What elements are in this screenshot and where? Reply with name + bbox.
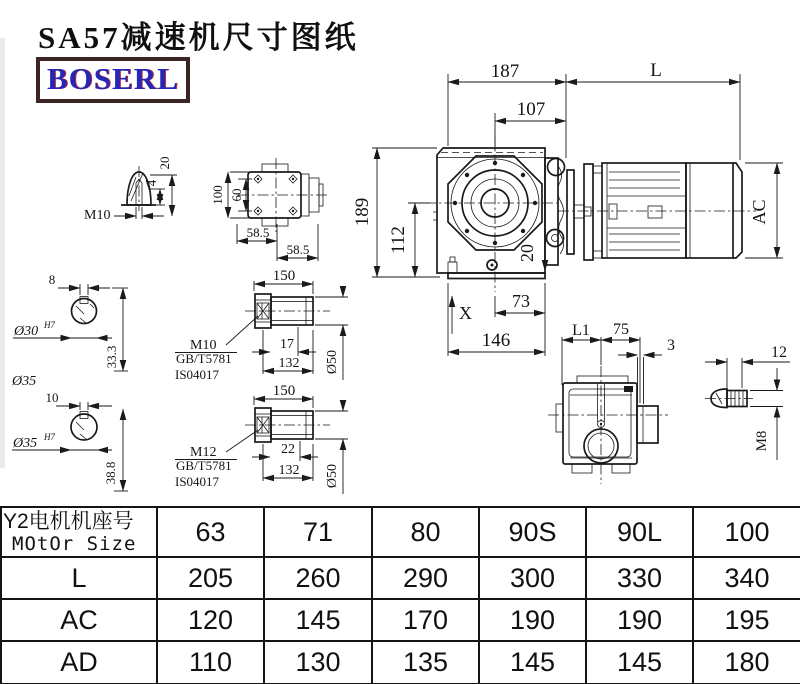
dim-m10: M10 bbox=[84, 208, 111, 223]
dim-150: 150 bbox=[272, 268, 296, 284]
dim-key-10: 10 bbox=[45, 390, 59, 405]
dim-132-b: 132 bbox=[278, 463, 300, 478]
dim-L: L bbox=[650, 60, 662, 81]
scan-artifact bbox=[0, 38, 5, 468]
header-label-en: MOtOr Size bbox=[12, 532, 137, 555]
dim-22: 22 bbox=[281, 442, 295, 457]
view-motor-end bbox=[548, 321, 675, 484]
view-main-assembly bbox=[352, 60, 783, 356]
table-cell: 135 bbox=[372, 641, 479, 684]
label-shaft2-thread: M12 bbox=[190, 445, 217, 460]
label-bore-30: Ø30 bbox=[14, 324, 39, 339]
view-gearbox-top bbox=[210, 158, 330, 261]
table-col-63: 63 bbox=[157, 507, 264, 557]
table-cell: 195 bbox=[693, 599, 800, 641]
dim-3: 3 bbox=[667, 337, 675, 354]
dim-132: 132 bbox=[278, 356, 300, 371]
brand-logo-text: BOSERL bbox=[47, 61, 179, 96]
brand-logo bbox=[36, 57, 190, 103]
table-cell: 330 bbox=[586, 557, 693, 599]
label-shaft1-thread: M10 bbox=[190, 338, 217, 353]
dim-dia-50-a: Ø50 bbox=[325, 349, 340, 375]
dim-20-plug: 20 bbox=[517, 244, 537, 262]
view-eyebolt-detail bbox=[705, 344, 790, 460]
view-bore-section-35 bbox=[12, 390, 128, 491]
dim-150-b: 150 bbox=[272, 383, 296, 399]
table-header-motor-size bbox=[1, 507, 157, 557]
row-label-L: L bbox=[1, 557, 157, 599]
label-bore-35: Ø35 bbox=[13, 436, 38, 451]
table-col-71: 71 bbox=[264, 507, 372, 557]
table-cell: 110 bbox=[157, 641, 264, 684]
table-cell: 145 bbox=[586, 641, 693, 684]
view-hollow-shaft-m10 bbox=[175, 268, 348, 382]
table-row-AD bbox=[1, 641, 800, 684]
table-col-90l: 90L bbox=[586, 507, 693, 557]
dim-75: 75 bbox=[613, 321, 629, 338]
row-label-AC: AC bbox=[1, 599, 157, 641]
table-cell: 190 bbox=[586, 599, 693, 641]
dim-12: 12 bbox=[771, 344, 787, 361]
drain-bolt bbox=[448, 257, 457, 273]
dim-4: 4 bbox=[144, 179, 159, 187]
page-title: SA57减速机尺寸图纸 bbox=[38, 20, 359, 55]
label-shaft2-std1: GB/T5781 bbox=[176, 458, 232, 473]
label-bore-30-tol: H7 bbox=[44, 320, 55, 330]
table-row-AC bbox=[1, 599, 800, 641]
dim-L1: L1 bbox=[572, 322, 590, 339]
label-shaft2-std2: IS04017 bbox=[175, 474, 220, 489]
dim-73: 73 bbox=[512, 291, 530, 311]
table-cell: 145 bbox=[479, 641, 586, 684]
table-cell: 190 bbox=[479, 599, 586, 641]
motor-size-table bbox=[0, 506, 800, 684]
dim-60: 60 bbox=[229, 188, 244, 202]
dim-38-8: 38.8 bbox=[103, 461, 118, 485]
dim-100: 100 bbox=[210, 185, 225, 205]
motor-body bbox=[558, 163, 756, 258]
table-cell: 260 bbox=[264, 557, 372, 599]
dim-112: 112 bbox=[388, 226, 409, 254]
dim-58-5-a: 58.5 bbox=[246, 225, 270, 240]
table-row-L bbox=[1, 557, 800, 599]
header-label-cn: Y2电机机座号 bbox=[3, 509, 134, 533]
table-cell: 145 bbox=[264, 599, 372, 641]
dim-AC: AC bbox=[749, 199, 769, 225]
dim-17: 17 bbox=[280, 337, 294, 352]
dim-107: 107 bbox=[516, 99, 546, 120]
dim-dia-50-b: Ø50 bbox=[325, 463, 340, 489]
dim-33-3: 33.3 bbox=[104, 345, 119, 369]
table-cell: 300 bbox=[479, 557, 586, 599]
dim-M8: M8 bbox=[754, 430, 770, 452]
dim-146: 146 bbox=[481, 330, 511, 351]
view-hollow-shaft-m12 bbox=[175, 383, 348, 494]
label-outer-35: Ø35 bbox=[12, 374, 37, 389]
dim-key-8: 8 bbox=[48, 272, 56, 287]
adapter-bell-housing bbox=[545, 158, 602, 265]
table-row-header bbox=[1, 507, 800, 557]
dim-20: 20 bbox=[157, 156, 172, 170]
label-shaft1-std1: GB/T5781 bbox=[176, 351, 232, 366]
table-cell: 130 bbox=[264, 641, 372, 684]
label-shaft1-std2: IS04017 bbox=[175, 367, 220, 382]
dim-58-5-b: 58.5 bbox=[286, 242, 310, 257]
table-cell: 205 bbox=[157, 557, 264, 599]
dim-189: 189 bbox=[352, 197, 373, 227]
table-cell: 170 bbox=[372, 599, 479, 641]
table-col-80: 80 bbox=[372, 507, 479, 557]
table-col-100: 100 bbox=[693, 507, 800, 557]
table-cell: 120 bbox=[157, 599, 264, 641]
label-x-mark: X bbox=[459, 303, 472, 323]
table-cell: 340 bbox=[693, 557, 800, 599]
dim-187: 187 bbox=[490, 61, 520, 82]
view-m10-tap-detail bbox=[84, 157, 177, 224]
view-bore-section-30 bbox=[11, 272, 128, 389]
row-label-AD: AD bbox=[1, 641, 157, 684]
label-bore-35-tol: H7 bbox=[44, 432, 55, 442]
table-cell: 290 bbox=[372, 557, 479, 599]
table-col-90s: 90S bbox=[479, 507, 586, 557]
table-cell: 180 bbox=[693, 641, 800, 684]
